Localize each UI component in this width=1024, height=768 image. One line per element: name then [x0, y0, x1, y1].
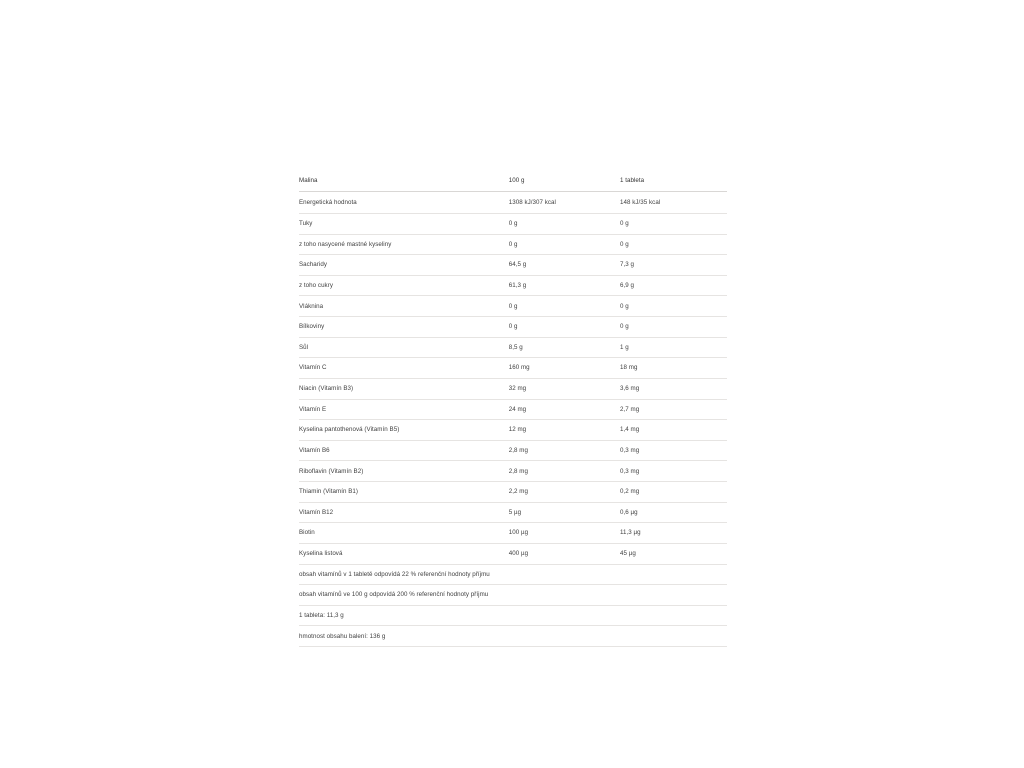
nutrient-value-100g: 12 mg: [509, 420, 620, 441]
nutrient-name: Riboflavin (Vitamín B2): [299, 461, 509, 482]
nutrient-value-100g: 100 µg: [509, 523, 620, 544]
table-row: [299, 192, 727, 214]
nutrient-name: Kyselina listová: [299, 543, 509, 564]
table-row: [299, 543, 727, 564]
table-row: [299, 234, 727, 255]
note-text: obsah vitamínů v 1 tabletě odpovídá 22 % referenční hodnoty příjmu: [299, 564, 727, 585]
table-row: [299, 502, 727, 523]
nutrient-value-100g: 24 mg: [509, 399, 620, 420]
nutrient-name: Sůl: [299, 337, 509, 358]
table-row: [299, 461, 727, 482]
nutrient-value-100g: 8,5 g: [509, 337, 620, 358]
nutrient-name: Vitamín B6: [299, 440, 509, 461]
table-row: [299, 440, 727, 461]
nutrient-value-tablet: 0 g: [620, 213, 727, 234]
note-text: obsah vitamínů ve 100 g odpovídá 200 % referenční hodnoty příjmu: [299, 585, 727, 606]
table-row: [299, 337, 727, 358]
nutrient-value-tablet: 18 mg: [620, 358, 727, 379]
table-row: [299, 482, 727, 503]
nutrient-value-tablet: 148 kJ/35 kcal: [620, 192, 727, 214]
nutrient-value-tablet: 0,3 mg: [620, 440, 727, 461]
nutrient-name: Energetická hodnota: [299, 192, 509, 214]
nutrient-name: z toho nasycené mastné kyseliny: [299, 234, 509, 255]
table-note-row: [299, 605, 727, 626]
nutrient-value-tablet: 6,9 g: [620, 275, 727, 296]
nutrient-value-100g: 0 g: [509, 213, 620, 234]
nutrient-value-100g: 32 mg: [509, 378, 620, 399]
nutrient-value-100g: 2,2 mg: [509, 482, 620, 503]
table-row: [299, 317, 727, 338]
nutrient-value-100g: 2,8 mg: [509, 461, 620, 482]
table-note-row: [299, 585, 727, 606]
table-row: [299, 275, 727, 296]
table-body: [299, 192, 727, 647]
nutrition-table: [299, 175, 727, 647]
nutrient-value-100g: 400 µg: [509, 543, 620, 564]
nutrient-name: Biotin: [299, 523, 509, 544]
table-note-row: [299, 626, 727, 647]
nutrition-table-container: [299, 175, 727, 647]
nutrient-value-tablet: 11,3 µg: [620, 523, 727, 544]
nutrient-value-tablet: 45 µg: [620, 543, 727, 564]
note-text: 1 tableta: 11,3 g: [299, 605, 727, 626]
nutrient-value-100g: 2,8 mg: [509, 440, 620, 461]
nutrient-value-tablet: 3,6 mg: [620, 378, 727, 399]
nutrient-value-100g: 61,3 g: [509, 275, 620, 296]
table-row: [299, 523, 727, 544]
table-row: [299, 213, 727, 234]
table-header-row: [299, 175, 727, 192]
nutrient-name: Tuky: [299, 213, 509, 234]
nutrient-value-tablet: 0,6 µg: [620, 502, 727, 523]
nutrient-value-100g: 0 g: [509, 317, 620, 338]
nutrient-value-100g: 0 g: [509, 234, 620, 255]
nutrient-value-100g: 160 mg: [509, 358, 620, 379]
nutrient-name: Vitamín B12: [299, 502, 509, 523]
nutrient-name: Niacin (Vitamín B3): [299, 378, 509, 399]
nutrient-name: Sacharidy: [299, 255, 509, 276]
nutrient-name: Vitamín E: [299, 399, 509, 420]
nutrient-value-tablet: 1 g: [620, 337, 727, 358]
nutrient-value-tablet: 0,3 mg: [620, 461, 727, 482]
nutrient-name: Vláknina: [299, 296, 509, 317]
nutrient-value-tablet: 7,3 g: [620, 255, 727, 276]
table-row: [299, 358, 727, 379]
nutrient-value-100g: 5 µg: [509, 502, 620, 523]
table-note-row: [299, 564, 727, 585]
nutrient-value-tablet: 2,7 mg: [620, 399, 727, 420]
nutrient-value-tablet: 1,4 mg: [620, 420, 727, 441]
column-header-name: Malina: [299, 175, 509, 192]
table-header: [299, 175, 727, 192]
nutrient-value-100g: 1308 kJ/307 kcal: [509, 192, 620, 214]
nutrient-name: Thiamin (Vitamín B1): [299, 482, 509, 503]
nutrient-value-tablet: 0,2 mg: [620, 482, 727, 503]
note-text: hmotnost obsahu balení: 136 g: [299, 626, 727, 647]
nutrient-value-100g: 64,5 g: [509, 255, 620, 276]
nutrient-name: Kyselina pantothenová (Vitamín B5): [299, 420, 509, 441]
nutrient-name: Vitamín C: [299, 358, 509, 379]
nutrient-value-tablet: 0 g: [620, 234, 727, 255]
nutrient-value-100g: 0 g: [509, 296, 620, 317]
table-row: [299, 296, 727, 317]
column-header-tablet: 1 tableta: [620, 175, 727, 192]
table-row: [299, 378, 727, 399]
nutrient-name: Bílkoviny: [299, 317, 509, 338]
nutrient-value-tablet: 0 g: [620, 317, 727, 338]
column-header-100g: 100 g: [509, 175, 620, 192]
table-row: [299, 420, 727, 441]
nutrient-name: z toho cukry: [299, 275, 509, 296]
table-row: [299, 255, 727, 276]
table-row: [299, 399, 727, 420]
nutrient-value-tablet: 0 g: [620, 296, 727, 317]
